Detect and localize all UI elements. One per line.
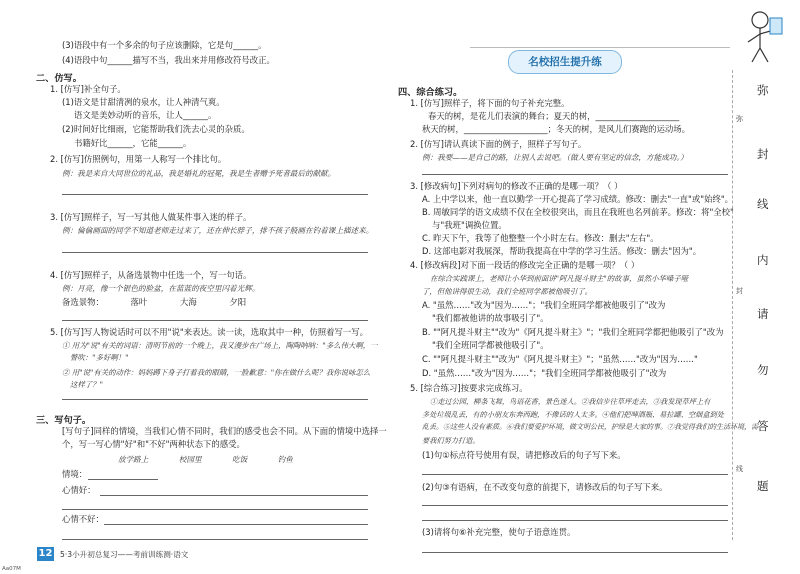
item-1b: 语文是美妙动听的音乐，让人______。 <box>74 110 217 120</box>
r-item-5-passage-3: 乱丢。⑤这些人没有素质。⑥我们要爱护环境，做文明公民，护绿是大家的事。⑦我觉得我们的生活环境，需 <box>422 423 758 431</box>
r-item-4b1: B. ""阿凡提斗财主""改为"《阿凡提斗财主》"；"我们全班同学都把他吸引了"改为 <box>422 327 724 337</box>
r-item-5-title: 5. [综合练习]按要求完成练习。 <box>410 383 528 393</box>
r-item-1-title: 1. [仿写]照样子，将下面的句子补充完整。 <box>410 98 570 108</box>
corner-code: Aa07M <box>2 566 21 572</box>
item-2-example: 例：我是来自大同世位的礼品，我是婚礼的冠冕，我是生者赠予死者最后的献献。 <box>62 169 336 178</box>
r-item-4-passage-2: 了，但他讲得很生动，我们全班同学都被他吸引了。 <box>422 287 592 296</box>
r-item-5-q3: (3)请将句⑥补充完整，使句子语意连贯。 <box>422 527 576 537</box>
item-5b-line2: 这样了？" <box>70 380 103 389</box>
item-5-title: 5. [仿写]写人物说话时可以不用"说"来表达。读一读，选取其中一种，仿照着写一写。 <box>50 327 369 337</box>
answer-line[interactable] <box>422 474 728 475</box>
seal-line <box>732 70 733 540</box>
r-item-5-passage-1: ①走过公园，柳条飞舞，鸟语花香，景色迷人。②我信步往草坪走去，③我发现草坪上有 <box>430 397 711 406</box>
page-footer: 5·3小升初总复习——考前训练测·语文 <box>60 550 189 559</box>
options-label: 备选景物： <box>62 297 104 307</box>
r-item-1b: 秋天的树，____________________；冬天的树，是风儿们赛跑的运动场。 <box>422 124 690 134</box>
r-item-5-q2: (2)句③有语病，在不改变句意的前提下，请修改后的句子写下来。 <box>422 482 668 492</box>
scene-label: 情境： <box>62 469 88 479</box>
scene-2: 校园里 <box>178 455 202 464</box>
page-number: 12 <box>38 548 53 559</box>
item-5a-line2: 瞥吹："多好啊！" <box>70 353 129 362</box>
r-item-5-q1: (1)句①标点符号使用有误，请把修改后的句子写下来。 <box>422 450 626 460</box>
seal-char: 线 <box>757 197 769 211</box>
item-2-title: 2. [仿写]仿照例句，用第一人称写一个排比句。 <box>50 154 227 164</box>
option-3: 夕阳 <box>229 297 247 307</box>
seal-char: 答 <box>757 419 769 433</box>
r-item-3b2: 与"我班"调换位置。 <box>432 220 507 230</box>
seal-small-char: 封 <box>736 287 743 295</box>
student-figure-icon <box>740 8 785 66</box>
item-4-title: 4. [仿写]照样子，从备选景物中任选一个，写一句话。 <box>50 270 252 280</box>
seal-small-char: 弥 <box>736 115 743 123</box>
item-1d: 书籍好比______，它能______。 <box>74 138 192 148</box>
r-item-2-title: 2. [仿写]请认真读下面的例子，照样子写句子。 <box>410 139 587 149</box>
answer-line[interactable] <box>422 520 728 521</box>
q4-line: (4)语段中句______描写不当，我出来并用修改符号改正。 <box>62 55 275 65</box>
r-item-2-example: 例：我要——是自己的路，让别人去说吧。（做人要有坚定的信念，方能成功。） <box>422 153 688 162</box>
seal-char: 封 <box>757 147 769 161</box>
answer-line[interactable] <box>62 399 368 400</box>
item-5a-line1: ① 用为"说"有关的词语：清明节前的一个晚上，我又漫步在广场上，陶陶呐呐："多么伟大啊，一 <box>62 341 378 350</box>
item-1a: (1)语文是甘甜清冽的泉水，让人神清气爽。 <box>62 97 225 107</box>
mood-good-label: 心情好： <box>62 485 96 495</box>
answer-line[interactable] <box>422 174 728 175</box>
r-item-4d: D. "虽然……"改为"因为……"；"我们全班同学都被他吸引了"改为 <box>422 368 667 378</box>
write-instruction-2: 个，写一写心情"好"和"不好"两种状态下的感受。 <box>62 439 245 449</box>
answer-line[interactable] <box>62 320 368 321</box>
seal-char: 请 <box>757 307 769 321</box>
item-1c: (2)时间好比细雨，它能帮助我们洗去心灵的杂质。 <box>62 124 250 134</box>
section-2-title: 二、仿写。 <box>36 73 82 84</box>
item-4-options <box>62 297 246 308</box>
answer-line[interactable] <box>422 505 728 506</box>
section-3-title: 三、写句子。 <box>36 415 92 426</box>
r-item-4c: C. ""阿凡提斗财主""改为"《阿凡提斗财主》"；"虽然……"改为"因为……" <box>422 354 698 364</box>
r-item-5-passage-2: 多处垃圾乱丢，有的小朋友东奔西跑，不像话的人太多。④他们把啤酒瓶、易拉罐、空烟盒到处 <box>422 410 724 419</box>
mood-bad-line[interactable] <box>104 524 368 525</box>
seal-small-char: 线 <box>736 465 743 473</box>
item-3-title: 3. [仿写]照样子，写一写其他人做某件事入迷的样子。 <box>50 212 252 222</box>
answer-line[interactable] <box>62 509 368 510</box>
scene-options <box>118 454 293 465</box>
section-4-title: 四、综合练习。 <box>398 87 463 98</box>
seal-char: 勿 <box>757 363 769 377</box>
item-1-title: 1. [仿写]补全句子。 <box>50 84 126 94</box>
section-banner: 名校招生提升练 <box>508 50 622 74</box>
scene-4: 钓鱼 <box>277 455 293 464</box>
seal-char: 内 <box>757 253 769 267</box>
item-5b-line1: ② 用"说"有关的动作：妈妈蹲下身子打着我的眼睛，一脸歉意："你在做什么呢？我你说咏怎么 <box>62 368 371 377</box>
scene-3: 吃饭 <box>232 455 248 464</box>
write-instruction-1: [写句子]同样的情境，当我们心情不同时，我们的感受也会不同。从下面的情境中选择一 <box>62 426 387 436</box>
r-item-5-passage-4: 要我们努力打造。 <box>422 436 480 445</box>
r-item-3b1: B. 周敏同学的语文成绩不仅在全校很突出，而且在我班也名列前茅。修改：将"全校" <box>422 207 734 217</box>
r-item-4-passage-1: 在综合实践课上，老师让小华到前面讲"阿凡提斗财主"的故事，虽然小华嗓子哑 <box>430 274 689 283</box>
seal-char: 题 <box>757 479 769 493</box>
r-item-3-title: 3. [修改病句]下列对病句的修改不正确的是哪一项？（ ） <box>410 181 623 191</box>
item-3-example: 例：倫倫画面的同学不知道老师走过来了，还在伸长脖子，排不孩子般画在钓着课上描述来。 <box>62 226 374 235</box>
scene-answer-line[interactable] <box>88 479 158 480</box>
scene-1: 放学路上 <box>118 455 149 464</box>
option-1: 落叶 <box>130 297 148 307</box>
r-item-4a2: "我们都被他讲的故事吸引了"。 <box>432 313 549 323</box>
r-item-1a: 春天的树，是花儿们表演的舞台；夏天的树，____________________ <box>428 111 680 121</box>
answer-line[interactable] <box>422 552 728 553</box>
r-item-4-title: 4. [修改病段]对下面一段话的修改完全正确的是哪一项？（ ） <box>410 260 640 270</box>
mood-bad-label: 心情不好： <box>62 514 104 524</box>
r-item-3c: C. 昨天下午，我等了他整整一个小时左右。修改：删去"左右"。 <box>422 233 659 243</box>
answer-line[interactable] <box>62 252 368 253</box>
answer-line[interactable] <box>62 539 368 540</box>
mood-good-line[interactable] <box>100 495 368 496</box>
header-rule <box>470 47 730 48</box>
q3-line: (3)语段中有一个多余的句子应该删除，它是句______。 <box>62 40 267 50</box>
option-2: 大海 <box>179 297 197 307</box>
r-item-3a: A. 上中学以来，他一直以勤学一开心提高了学习成绩。修改：删去"一直"或"始终"。 <box>422 194 734 204</box>
item-4-example: 例：月亮，像一个银色的脸盆，在蓝蓝的夜空里闪着光辉。 <box>62 284 260 293</box>
r-item-4b2: "我们全班同学都被他吸引了"。 <box>432 340 549 350</box>
seal-char: 弥 <box>757 83 769 97</box>
r-item-4a1: A. "虽然……"改为"因为……"；"我们全班同学都被他吸引了"改为 <box>422 300 666 310</box>
r-item-3d: D. 这部电影对我展深，帮助我提高在中学的学习生活。修改：删去"因为"。 <box>422 246 702 256</box>
answer-line[interactable] <box>62 194 368 195</box>
